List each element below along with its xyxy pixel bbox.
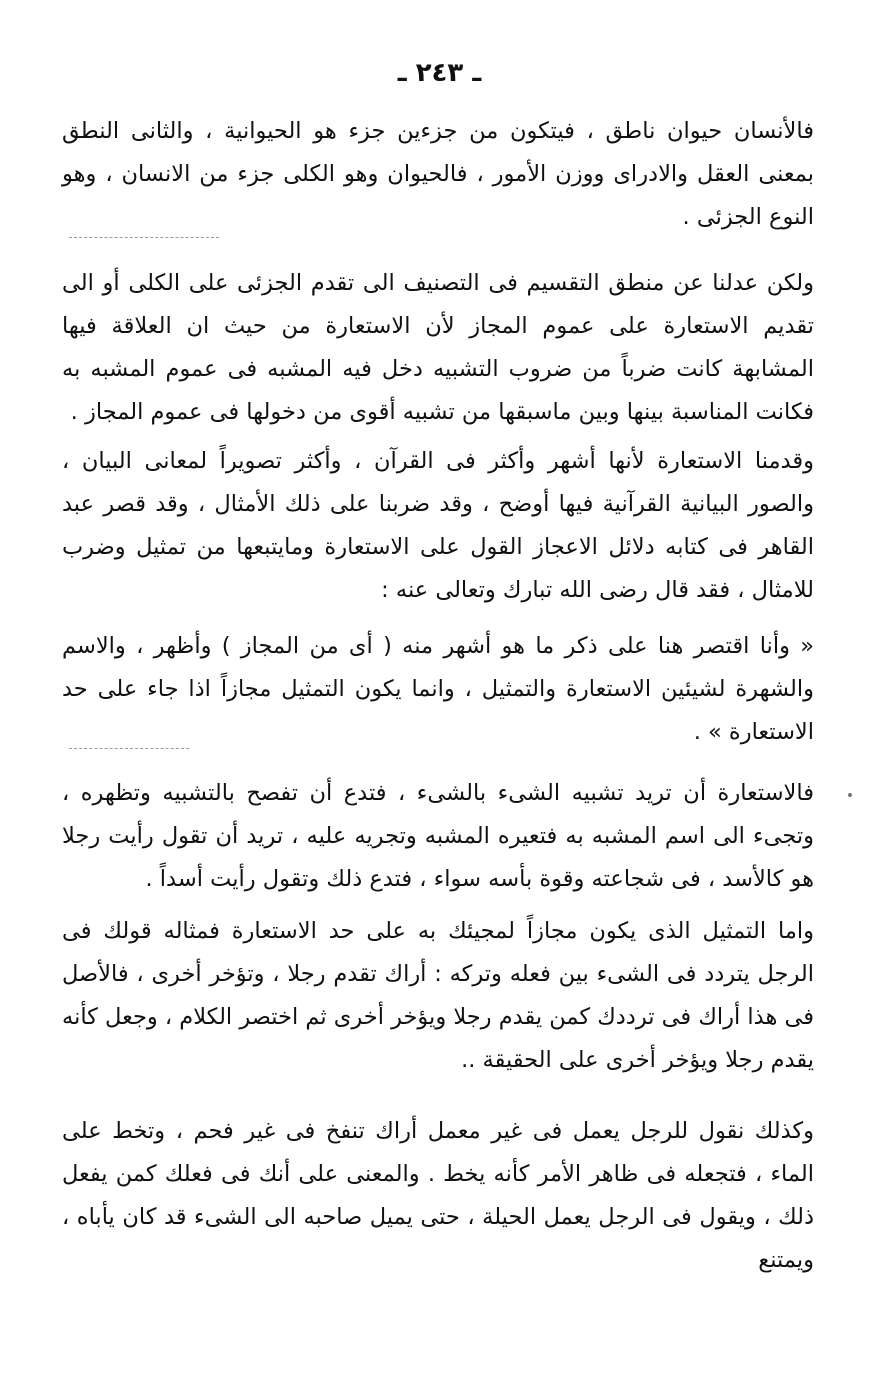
paragraph-6: واما التمثيل الذى يكون مجازاً لمجيئك به على حد الاستعارة فمثاله قولك فى الرجل يتردد فى الشىء بين فعله وتركه : أراك تقدم رجلا ، وتؤخر أخرى ، فالأصل فى هذا أراك فى ترددك كمن يقدم رجلا ويؤخر أخرى ثم اختصر الكلام ، وجعل كأنه يقدم رجلا ويؤخر أخرى على الحقيقة .. [62, 918, 814, 1073]
paragraph-4-quote: « وأنا اقتصر هنا على ذكر ما هو أشهر منه ( أى من المجاز ) وأظهر ، والاسم والشهرة لشيئين الاستعارة والتمثيل ، وانما يكون التمثيل مجازاً اذا جاء على حد الاستعارة » . [62, 633, 814, 745]
dashed-rule [69, 237, 219, 238]
dashed-rule [69, 748, 189, 749]
paragraph-3: وقدمنا الاستعارة لأنها أشهر وأكثر فى القرآن ، وأكثر تصويراً لمعانى البيان ، والصور البيانية القرآنية فيها أوضح ، وقد ضربنا على ذلك الأمثال ، وقد قصر عبد القاهر فى كتابه دلائل الاعجاز القول على الاستعارة ومايتبعها من تمثيل وضرب للامثال ، فقد قال رضى الله تبارك وتعالى عنه : [62, 448, 814, 603]
paragraph-5: فالاستعارة أن تريد تشبيه الشىء بالشىء ، فتدع أن تفصح بالتشبيه وتظهره ، وتجىء الى اسم المشبه به فتعيره المشبه وتجريه عليه ، تريد أن تقول رأيت رجلا هو كالأسد ، فى شجاعته وقوة بأسه سواء ، فتدع ذلك وتقول رأيت أسداً . [62, 780, 814, 892]
paragraph-1: فالأنسان حيوان ناطق ، فيتكون من جزءين جزء هو الحيوانية ، والثانى النطق بمعنى العقل والادراى ووزن الأمور ، فالحيوان وهو الكلى جزء من الانسان ، وهو النوع الجزئى . [62, 118, 814, 230]
paragraph-2: ولكن عدلنا عن منطق التقسيم فى التصنيف الى تقدم الجزئى على الكلى أو الى تقديم الاستعارة على عموم المجاز لأن الاستعارة من حيث ان العلاقة فيها المشابهة كانت ضرباً من ضروب التشبيه دخل فيه المشبه فى عموم المشبه به فكانت المناسبة بينها وبين ماسبقها من تشبيه أقوى من دخولها فى عموم المجاز . [62, 270, 814, 425]
scan-speck [848, 793, 852, 797]
page-number: ـ ٢٤٣ ـ [397, 58, 482, 88]
paragraph-7: وكذلك نقول للرجل يعمل فى غير معمل أراك تنفخ فى غير فحم ، وتخط على الماء ، فتجعله فى ظاهر الأمر كأنه يخط . والمعنى على أنك فى فعلك كمن يفعل ذلك ، ويقول فى الرجل يعمل الحيلة ، حتى يميل صاحبه الى الشىء قد كان يأباه ، ويمتنع [62, 1118, 814, 1273]
